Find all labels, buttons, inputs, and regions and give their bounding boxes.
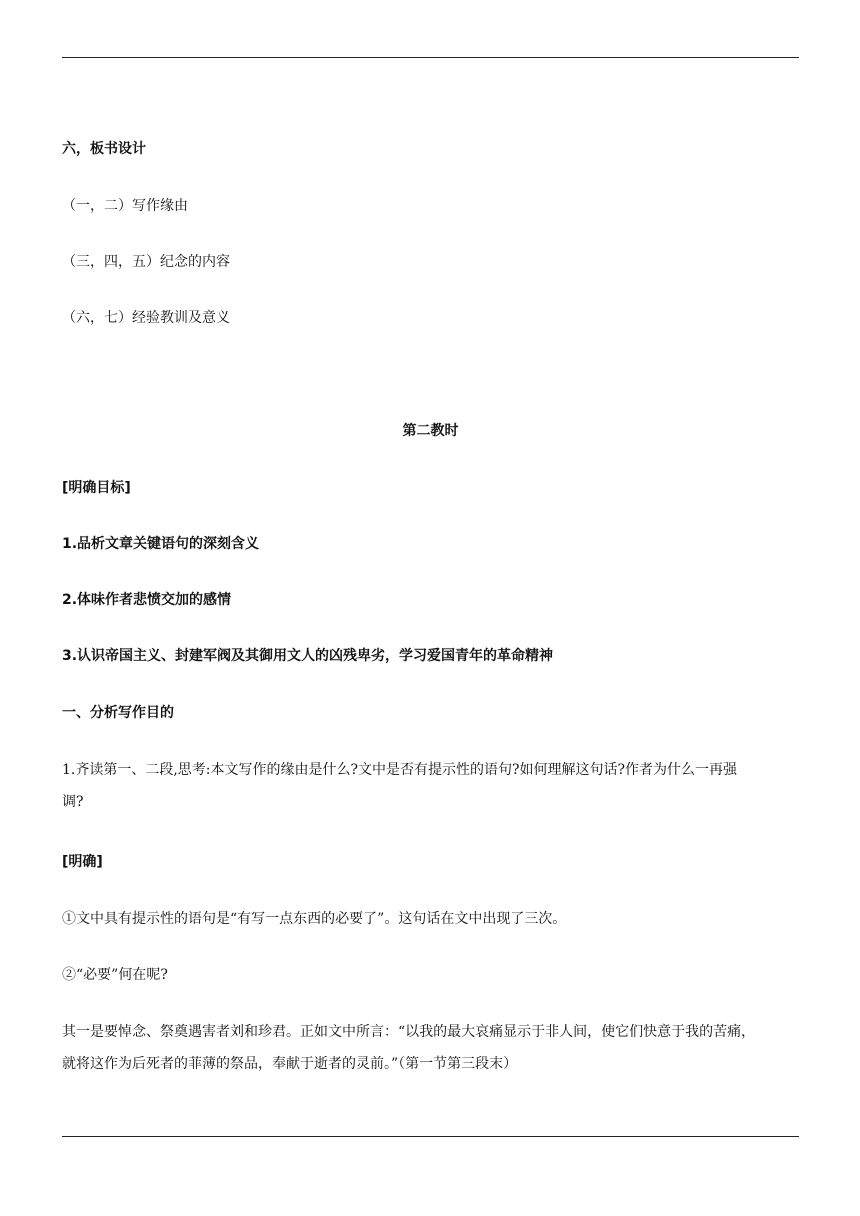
board-item-3: （六，七）经验教训及意义 <box>62 310 230 326</box>
board-item-1: （一，二）写作缘由 <box>62 198 188 214</box>
part-heading-writing-purpose: 一、分析写作目的 <box>62 705 174 721</box>
objective-3: 3.认识帝国主义、封建军阀及其御用文人的凶残卑劣，学习爱国青年的革命精神 <box>62 648 554 664</box>
section-heading-board-design: 六，板书设计 <box>62 141 146 157</box>
question-line-2: 调? <box>62 794 84 810</box>
answer-1: ①文中具有提示性的语句是“有写一点东西的必要了”。这句话在文中出现了三次。 <box>62 911 567 927</box>
answer-3-line-1: 其一是要悼念、祭奠遇害者刘和珍君。正如文中所言：“以我的最大哀痛显示于非人间，使它们快意于我的苦痛， <box>62 1024 756 1040</box>
header-rule <box>62 57 799 58</box>
footer-rule <box>62 1136 799 1137</box>
answer-3-paragraph <box>62 1016 802 1080</box>
objective-2: 2.体味作者悲愤交加的感情 <box>62 592 232 608</box>
board-item-2: （三，四，五）纪念的内容 <box>62 254 230 270</box>
objectives-heading: [明确目标] <box>62 480 131 496</box>
answer-2: ②“必要”何在呢? <box>62 967 168 983</box>
question-line-1: 1.齐读第一、二段,思考:本文写作的缘由是什么?文中是否有提示性的语句?如何理解这句话?作者为什么一再强 <box>62 762 738 778</box>
objective-1: 1.品析文章关键语句的深刻含义 <box>62 536 260 552</box>
lesson-title: 第二教时 <box>402 423 459 439</box>
clarify-label: [明确] <box>62 854 103 870</box>
question-paragraph <box>62 754 802 818</box>
answer-3-line-2: 就将这作为后死者的菲薄的祭品，奉献于逝者的灵前。”（第一节第三段末） <box>62 1056 518 1072</box>
